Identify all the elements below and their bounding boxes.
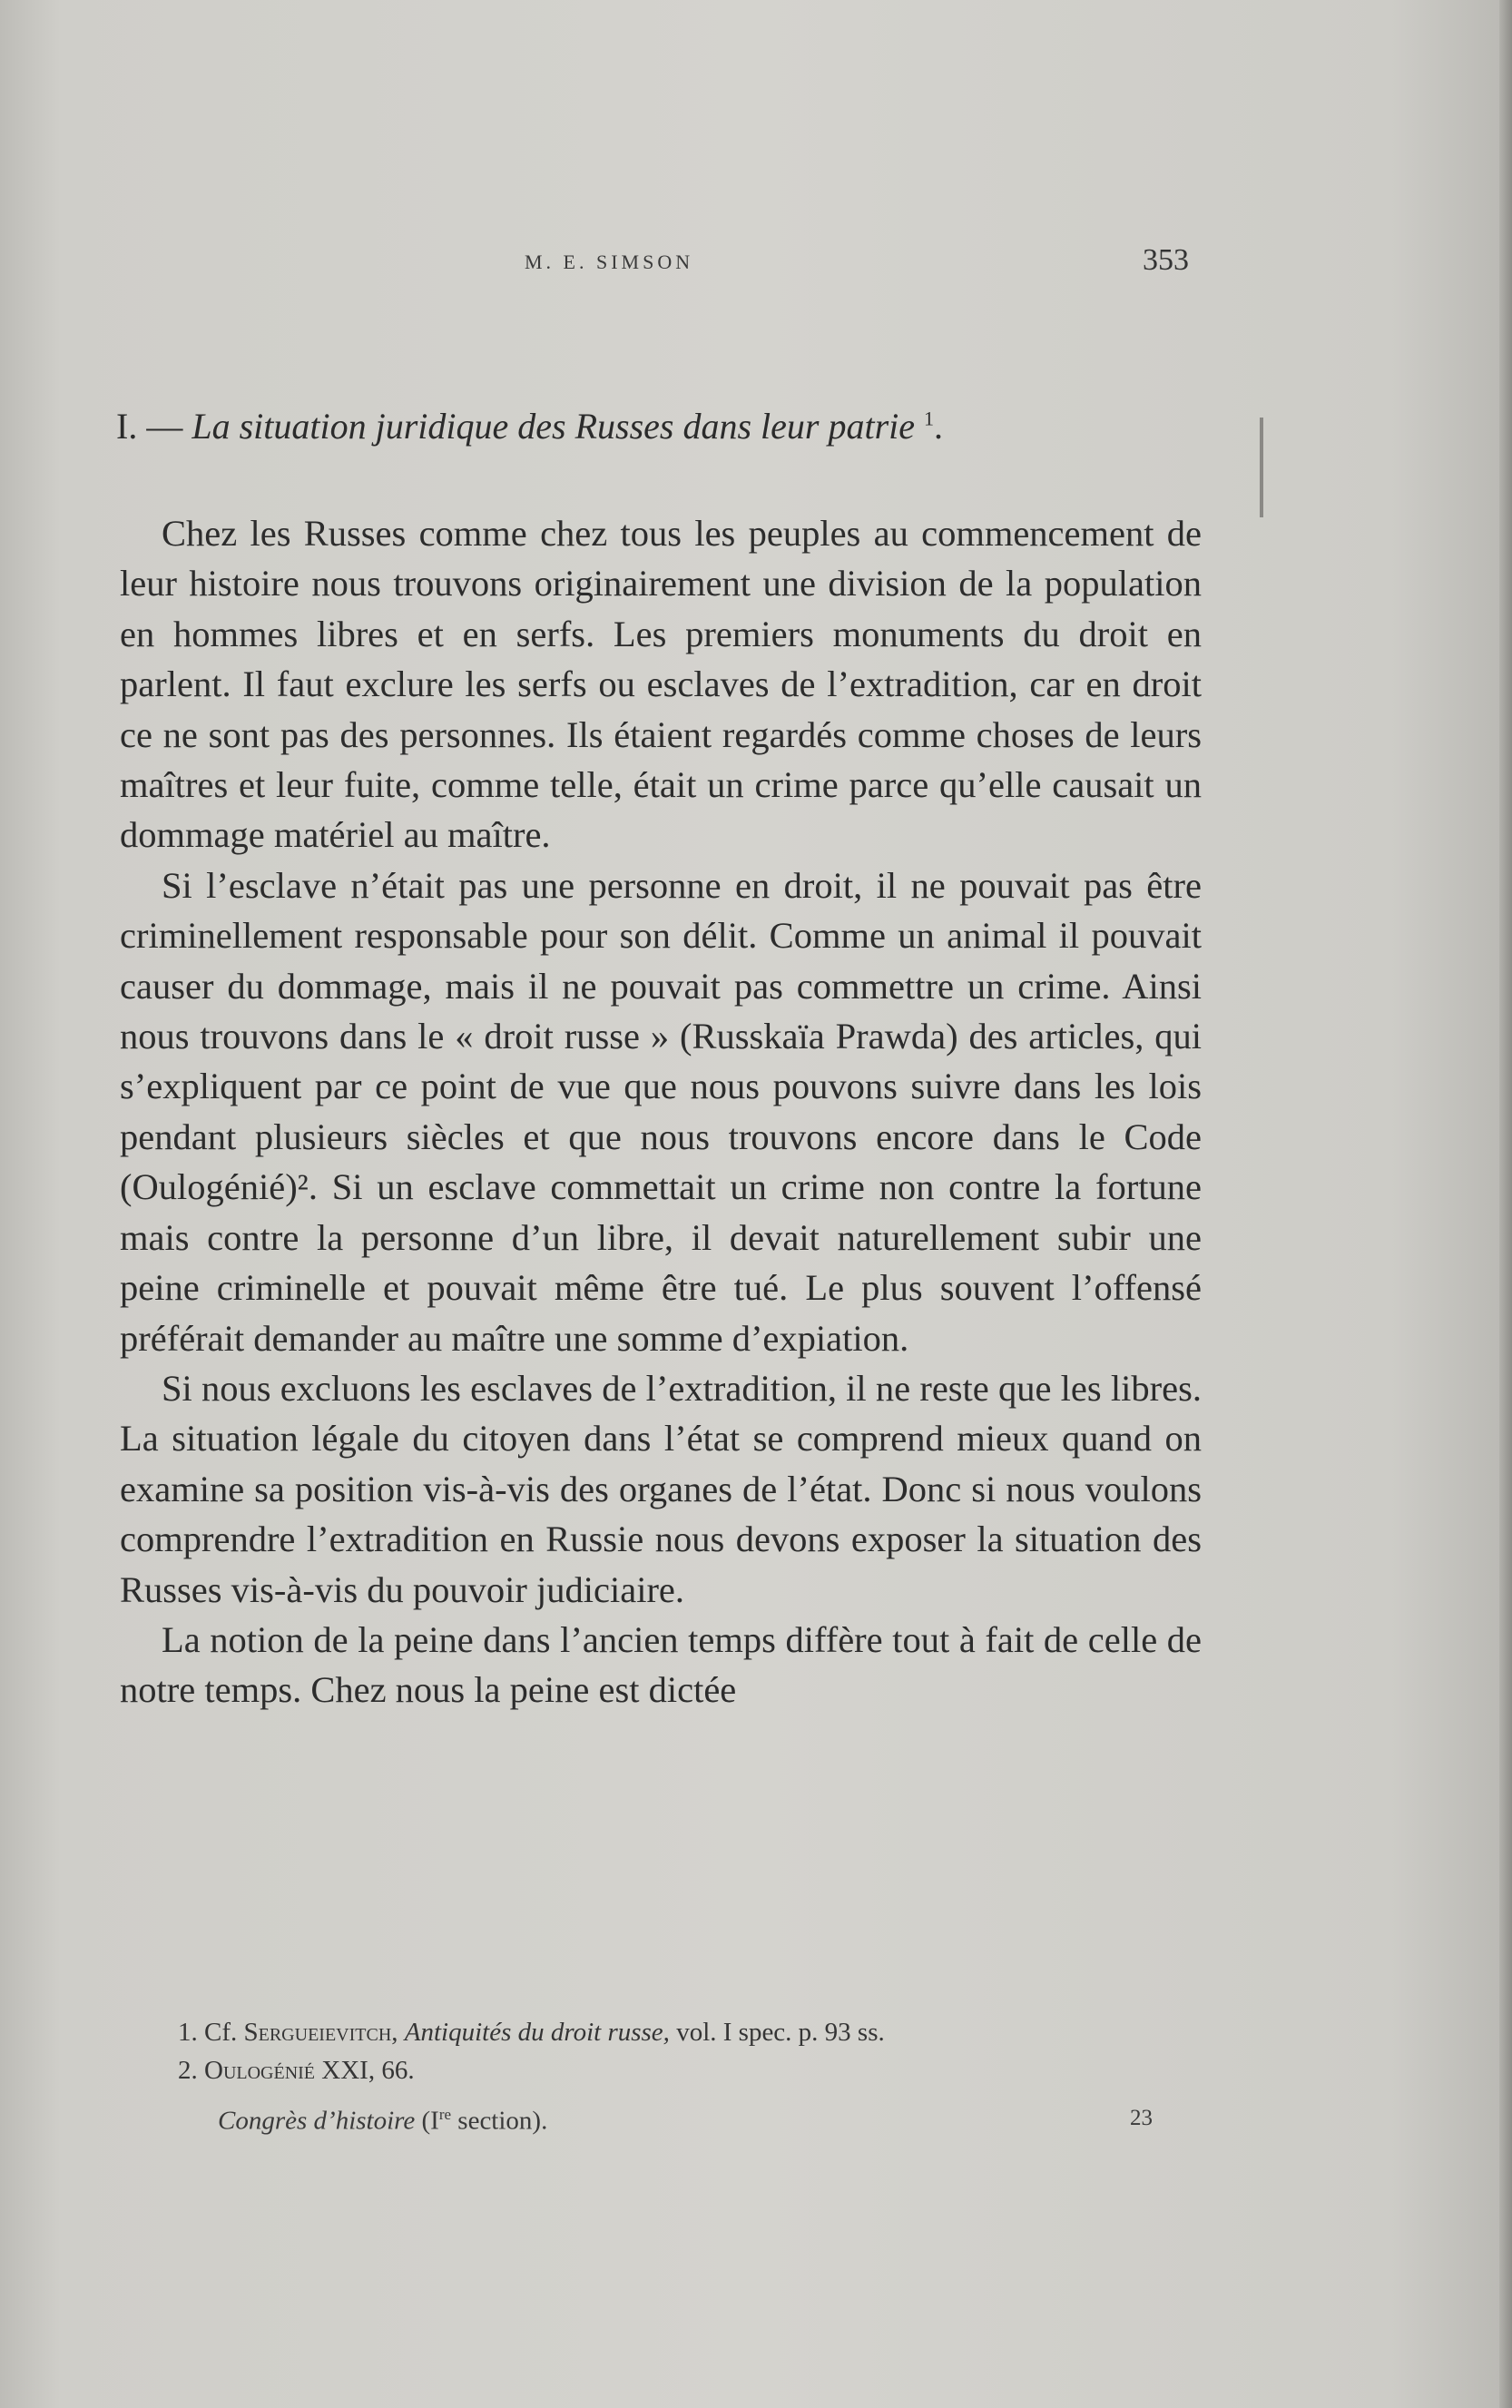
footnote-1-work: Antiquités du droit russe,: [404, 2018, 670, 2047]
body-text: [120, 508, 1202, 1715]
printer-signature: [218, 2106, 1153, 2146]
footnotes: [178, 2013, 1158, 2089]
section-title: La situation juridique des Russes dans leur patrie: [191, 406, 916, 447]
section-heading: [116, 405, 1205, 447]
footnote-ref-1: 1: [924, 407, 935, 430]
running-head: [118, 243, 1189, 283]
footnote-1-author: Sergueievitch,: [243, 2018, 398, 2047]
footnote-1-reference: vol. I spec. p. 93 ss.: [676, 2018, 885, 2047]
paragraph-2: Si l’esclave n’était pas une personne en droit, il ne pouvait pas être criminellement responsable pour son délit. Comme un animal il pouvait causer du dommage, mais il ne pouvait pas commettre un crime. Ainsi nous trouvons dans le « droit russe » (Russkaïa Prawda) des articles, qui s’expliquent par ce point de vue que nous pouvons suivre dans les lois pendant plusieurs siècles et que nous trouvons encore dans le Code (Oulogénié)². Si un esclave commettait un crime non contre la fortune mais contre la personne d’un libre, il devait naturellement subir une peine criminelle et pouvait même être tué. Le plus souvent l’offensé préférait demander au maître une somme d’expiation.: [120, 864, 1202, 1359]
footnote-2-number: 2.: [178, 2056, 198, 2085]
running-head-author: M. E. SIMSON: [525, 251, 694, 273]
footnote-2-author: Oulogénié: [204, 2056, 316, 2085]
paragraph-4: La notion de la peine dans l’ancien temps diffère tout à fait de celle de notre temps. Chez nous la peine est dictée: [120, 1618, 1202, 1711]
signature-section-close: section).: [451, 2106, 548, 2136]
signature-title-block: [218, 2106, 547, 2137]
section-number: I. —: [116, 406, 183, 447]
footnote-1-number: 1.: [178, 2018, 198, 2047]
paragraph-1: Chez les Russes comme chez tous les peuples au commencement de leur histoire nous trouvons originairement une division de la population en hommes libres et en serfs. Les premiers monuments du droit en parlent. Il faut exclure les serfs ou esclaves de l’extradition, car en droit ce ne sont pas des personnes. Ils étaient regardés comme choses de leurs maîtres et leur fuite, comme telle, était un crime parce qu’elle causait un dommage matériel au maître.: [120, 513, 1202, 856]
footnote-2: [178, 2051, 1158, 2089]
footnote-1: [178, 2013, 1158, 2051]
footnote-1-prefix: Cf.: [204, 2018, 238, 2047]
footnote-2-reference: XXI, 66.: [321, 2056, 415, 2085]
margin-mark: [1260, 418, 1263, 517]
signature-section-sup: re: [438, 2106, 452, 2123]
section-heading-period: .: [934, 406, 944, 447]
page-edge-shadow: [1499, 0, 1512, 2408]
signature-section-open: (I: [421, 2106, 439, 2136]
paragraph-3: Si nous excluons les esclaves de l’extradition, il ne reste que les libres. La situation légale du citoyen dans l’état se comprend mieux quand on examine sa position vis-à-vis des organes de l’état. Donc si nous voulons comprendre l’extradition en Russie nous devons exposer la situation des Russes vis-à-vis du pouvoir judiciaire.: [120, 1367, 1202, 1610]
signature-sheet-number: 23: [1130, 2106, 1153, 2130]
signature-title: Congrès d’histoire: [218, 2106, 416, 2136]
page-number: 353: [1143, 243, 1189, 277]
